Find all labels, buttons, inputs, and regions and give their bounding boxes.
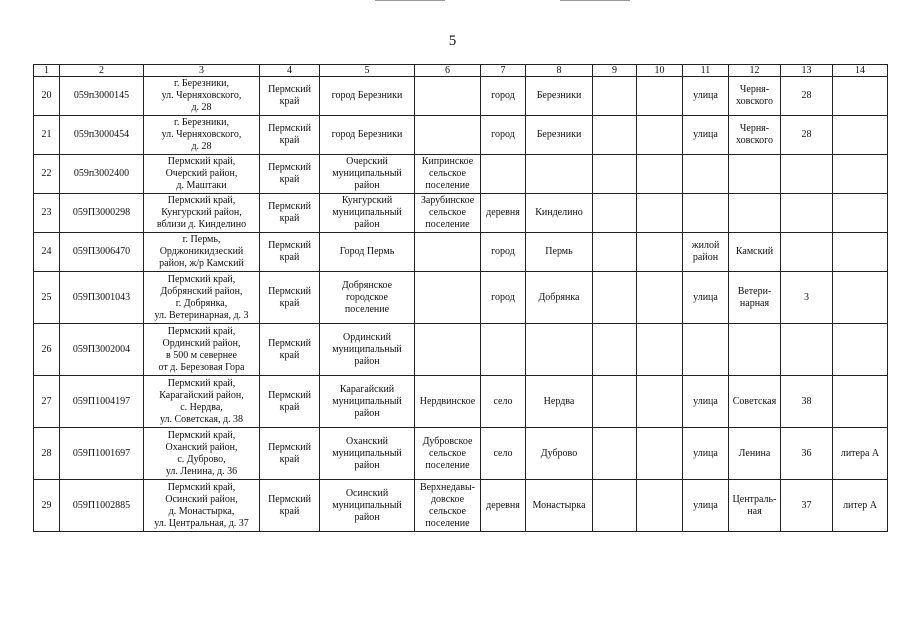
cell-col-13: 36 [781, 428, 833, 480]
cell-col-13 [781, 233, 833, 272]
cell-col-8: Березники [526, 77, 593, 116]
cell-col-5: Очерский муниципальный район [320, 155, 415, 194]
cell-col-8 [526, 324, 593, 376]
page-number: 5 [448, 33, 457, 49]
cell-col-10 [637, 155, 683, 194]
table-body [34, 77, 888, 532]
cell-col-2: 059П3002004 [60, 324, 144, 376]
cell-col-2: 059П1002885 [60, 480, 144, 532]
cell-col-5: Город Пермь [320, 233, 415, 272]
cell-col-10 [637, 194, 683, 233]
table-row [34, 233, 888, 272]
cell-col-7: город [481, 77, 526, 116]
cell-col-2: 059П3000298 [60, 194, 144, 233]
cell-col-9 [593, 116, 637, 155]
cell-col-10 [637, 376, 683, 428]
column-header-6: 6 [415, 65, 481, 77]
cell-col-5: город Березники [320, 116, 415, 155]
cell-col-14 [833, 376, 888, 428]
cell-col-14 [833, 324, 888, 376]
registry-table [33, 64, 888, 532]
cell-col-10 [637, 272, 683, 324]
cell-col-9 [593, 480, 637, 532]
cell-col-11 [683, 155, 729, 194]
cell-col-3: Пермский край, Оханский район, с. Дуброво, ул. Ленина, д. 36 [144, 428, 260, 480]
cell-col-11 [683, 324, 729, 376]
cell-col-1: 23 [34, 194, 60, 233]
cell-col-13: 37 [781, 480, 833, 532]
cell-col-1: 25 [34, 272, 60, 324]
cell-col-7 [481, 324, 526, 376]
cell-col-7: деревня [481, 194, 526, 233]
cell-col-14: литер А [833, 480, 888, 532]
cell-col-13: 28 [781, 116, 833, 155]
table-row [34, 428, 888, 480]
top-rule-left [375, 0, 445, 1]
cell-col-8: Дуброво [526, 428, 593, 480]
table-row [34, 324, 888, 376]
cell-col-5: Карагайский муниципальный район [320, 376, 415, 428]
cell-col-3: Пермский край, Добрянский район, г. Добрянка, ул. Ветеринарная, д. 3 [144, 272, 260, 324]
cell-col-5: Осинский муниципальный район [320, 480, 415, 532]
cell-col-13 [781, 155, 833, 194]
cell-col-7: село [481, 428, 526, 480]
cell-col-13 [781, 324, 833, 376]
cell-col-1: 21 [34, 116, 60, 155]
cell-col-10 [637, 116, 683, 155]
cell-col-8: Нердва [526, 376, 593, 428]
table-row [34, 155, 888, 194]
cell-col-6 [415, 116, 481, 155]
table-header [34, 65, 888, 77]
cell-col-12: Советская [729, 376, 781, 428]
column-header-4: 4 [260, 65, 320, 77]
cell-col-11: улица [683, 376, 729, 428]
cell-col-13: 28 [781, 77, 833, 116]
cell-col-6: Нердвинское [415, 376, 481, 428]
table-row [34, 194, 888, 233]
cell-col-2: 059П3006470 [60, 233, 144, 272]
cell-col-3: Пермский край, Кунгурский район, вблизи д. Кинделино [144, 194, 260, 233]
cell-col-9 [593, 233, 637, 272]
cell-col-12: Ветери- нарная [729, 272, 781, 324]
cell-col-9 [593, 272, 637, 324]
cell-col-12 [729, 194, 781, 233]
cell-col-10 [637, 324, 683, 376]
column-header-8: 8 [526, 65, 593, 77]
cell-col-11: улица [683, 428, 729, 480]
cell-col-6 [415, 77, 481, 116]
cell-col-14 [833, 194, 888, 233]
cell-col-14: литера А [833, 428, 888, 480]
cell-col-12: Камский [729, 233, 781, 272]
cell-col-6: Дубровское сельское поселение [415, 428, 481, 480]
cell-col-1: 22 [34, 155, 60, 194]
cell-col-4: Пермский край [260, 480, 320, 532]
column-header-14: 14 [833, 65, 888, 77]
column-header-13: 13 [781, 65, 833, 77]
table-row [34, 480, 888, 532]
cell-col-7: село [481, 376, 526, 428]
cell-col-7: город [481, 116, 526, 155]
cell-col-2: 059п3000454 [60, 116, 144, 155]
cell-col-2: 059П1001697 [60, 428, 144, 480]
cell-col-3: г. Березники, ул. Черняховского, д. 28 [144, 116, 260, 155]
table-row [34, 77, 888, 116]
cell-col-8 [526, 155, 593, 194]
cell-col-8: Добрянка [526, 272, 593, 324]
column-header-9: 9 [593, 65, 637, 77]
cell-col-1: 20 [34, 77, 60, 116]
cell-col-12 [729, 155, 781, 194]
cell-col-4: Пермский край [260, 155, 320, 194]
cell-col-3: Пермский край, Очерский район, д. Маштаки [144, 155, 260, 194]
cell-col-10 [637, 77, 683, 116]
cell-col-4: Пермский край [260, 194, 320, 233]
cell-col-5: Добрянское городское поселение [320, 272, 415, 324]
cell-col-3: Пермский край, Осинский район, д. Монастырка, ул. Центральная, д. 37 [144, 480, 260, 532]
cell-col-14 [833, 233, 888, 272]
table-row [34, 272, 888, 324]
cell-col-11: улица [683, 116, 729, 155]
cell-col-8: Кинделино [526, 194, 593, 233]
column-header-10: 10 [637, 65, 683, 77]
cell-col-6 [415, 324, 481, 376]
cell-col-9 [593, 194, 637, 233]
cell-col-10 [637, 233, 683, 272]
cell-col-12: Черня- ховского [729, 77, 781, 116]
cell-col-12: Ленина [729, 428, 781, 480]
cell-col-6 [415, 233, 481, 272]
cell-col-2: 059П3001043 [60, 272, 144, 324]
cell-col-8: Березники [526, 116, 593, 155]
cell-col-9 [593, 376, 637, 428]
cell-col-4: Пермский край [260, 77, 320, 116]
cell-col-12: Черня- ховского [729, 116, 781, 155]
cell-col-8: Пермь [526, 233, 593, 272]
cell-col-10 [637, 428, 683, 480]
cell-col-4: Пермский край [260, 428, 320, 480]
table-row [34, 116, 888, 155]
cell-col-6: Верхнедавы- довское сельское поселение [415, 480, 481, 532]
cell-col-12 [729, 324, 781, 376]
column-number-row [34, 65, 888, 77]
cell-col-9 [593, 77, 637, 116]
cell-col-11: улица [683, 480, 729, 532]
cell-col-5: Оханский муниципальный район [320, 428, 415, 480]
cell-col-2: 059п3000145 [60, 77, 144, 116]
cell-col-6: Зарубинское сельское поселение [415, 194, 481, 233]
cell-col-7: город [481, 272, 526, 324]
cell-col-6 [415, 272, 481, 324]
cell-col-13: 38 [781, 376, 833, 428]
cell-col-1: 27 [34, 376, 60, 428]
column-header-5: 5 [320, 65, 415, 77]
table-row [34, 376, 888, 428]
top-rule-right [560, 0, 630, 1]
column-header-7: 7 [481, 65, 526, 77]
column-header-2: 2 [60, 65, 144, 77]
cell-col-4: Пермский край [260, 116, 320, 155]
cell-col-3: Пермский край, Карагайский район, с. Нердва, ул. Советская, д. 38 [144, 376, 260, 428]
cell-col-2: 059п3002400 [60, 155, 144, 194]
cell-col-11: жилой район [683, 233, 729, 272]
column-header-11: 11 [683, 65, 729, 77]
cell-col-4: Пермский край [260, 324, 320, 376]
cell-col-3: г. Пермь, Орджоникидзеский район, ж/р Камский [144, 233, 260, 272]
cell-col-4: Пермский край [260, 272, 320, 324]
cell-col-14 [833, 272, 888, 324]
column-header-3: 3 [144, 65, 260, 77]
cell-col-14 [833, 155, 888, 194]
cell-col-4: Пермский край [260, 376, 320, 428]
cell-col-11 [683, 194, 729, 233]
cell-col-9 [593, 155, 637, 194]
cell-col-5: Кунгурский муниципальный район [320, 194, 415, 233]
cell-col-7: деревня [481, 480, 526, 532]
cell-col-1: 28 [34, 428, 60, 480]
cell-col-3: Пермский край, Ординский район, в 500 м севернее от д. Березовая Гора [144, 324, 260, 376]
cell-col-2: 059П1004197 [60, 376, 144, 428]
cell-col-11: улица [683, 77, 729, 116]
cell-col-6: Кипринское сельское поселение [415, 155, 481, 194]
cell-col-8: Монастырка [526, 480, 593, 532]
cell-col-9 [593, 428, 637, 480]
cell-col-13 [781, 194, 833, 233]
cell-col-7 [481, 155, 526, 194]
cell-col-12: Централь- ная [729, 480, 781, 532]
cell-col-3: г. Березники, ул. Черняховского, д. 28 [144, 77, 260, 116]
column-header-1: 1 [34, 65, 60, 77]
cell-col-14 [833, 77, 888, 116]
cell-col-5: Ординский муниципальный район [320, 324, 415, 376]
cell-col-9 [593, 324, 637, 376]
column-header-12: 12 [729, 65, 781, 77]
cell-col-5: город Березники [320, 77, 415, 116]
cell-col-4: Пермский край [260, 233, 320, 272]
cell-col-7: город [481, 233, 526, 272]
cell-col-14 [833, 116, 888, 155]
cell-col-11: улица [683, 272, 729, 324]
cell-col-1: 29 [34, 480, 60, 532]
cell-col-1: 26 [34, 324, 60, 376]
cell-col-1: 24 [34, 233, 60, 272]
cell-col-13: 3 [781, 272, 833, 324]
cell-col-10 [637, 480, 683, 532]
